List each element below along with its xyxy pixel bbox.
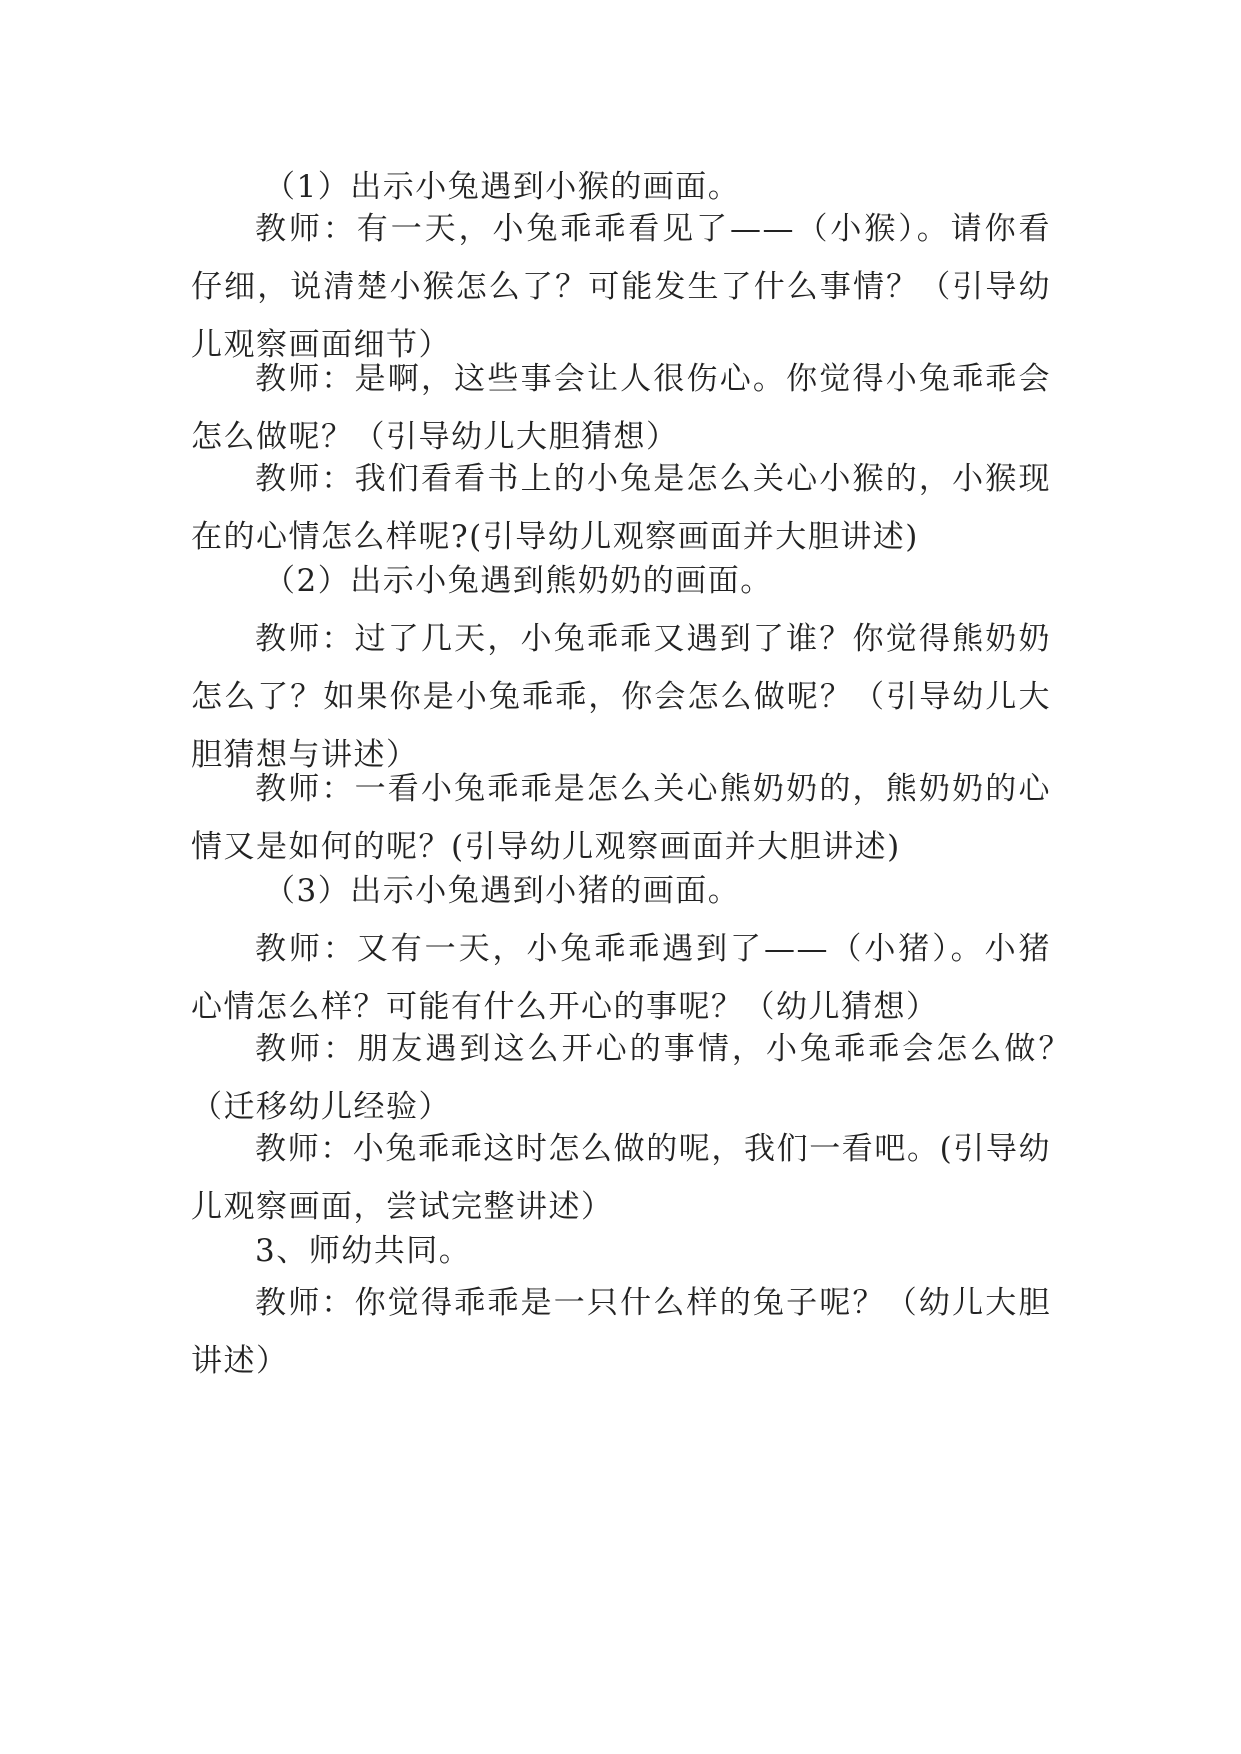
paragraph-11: 教师：小兔乖乖这时怎么做的呢，我们一看吧。(引导幼儿观察画面，尝试完整讲述） [191,1131,1051,1225]
paragraph-1: （1）出示小兔遇到小猴的画面。 [264,169,741,205]
paragraph-5: （2）出示小兔遇到熊奶奶的画面。 [264,563,773,599]
paragraph-6: 教师：过了几天，小兔乖乖又遇到了谁？你觉得熊奶奶怎么了？如果你是小兔乖乖，你会怎么做呢？（引导幼儿大胆猜想与讲述） [191,621,1051,773]
paragraph-9: 教师：又有一天，小兔乖乖遇到了——（小猪）。小猪心情怎么样？可能有什么开心的事呢？（幼儿猜想） [191,931,1051,1025]
paragraph-2: 教师：有一天，小兔乖乖看见了——（小猴）。请你看仔细，说清楚小猴怎么了？可能发生了什么事情？（引导幼儿观察画面细节） [191,211,1051,363]
paragraph-7: 教师：一看小兔乖乖是怎么关心熊奶奶的，熊奶奶的心情又是如何的呢？(引导幼儿观察画面并大胆讲述) [191,771,1051,865]
paragraph-12: 3、师幼共同。 [255,1233,472,1269]
paragraph-8: （3）出示小兔遇到小猪的画面。 [264,873,741,909]
paragraph-13: 教师：你觉得乖乖是一只什么样的兔子呢？（幼儿大胆讲述） [191,1285,1051,1379]
paragraph-4: 教师：我们看看书上的小兔是怎么关心小猴的，小猴现在的心情怎么样呢?(引导幼儿观察画面并大胆讲述) [191,461,1051,555]
paragraph-10: 教师：朋友遇到这么开心的事情，小兔乖乖会怎么做？（迁移幼儿经验） [191,1031,1071,1125]
paragraph-3: 教师：是啊，这些事会让人很伤心。你觉得小兔乖乖会怎么做呢？（引导幼儿大胆猜想） [191,361,1051,455]
